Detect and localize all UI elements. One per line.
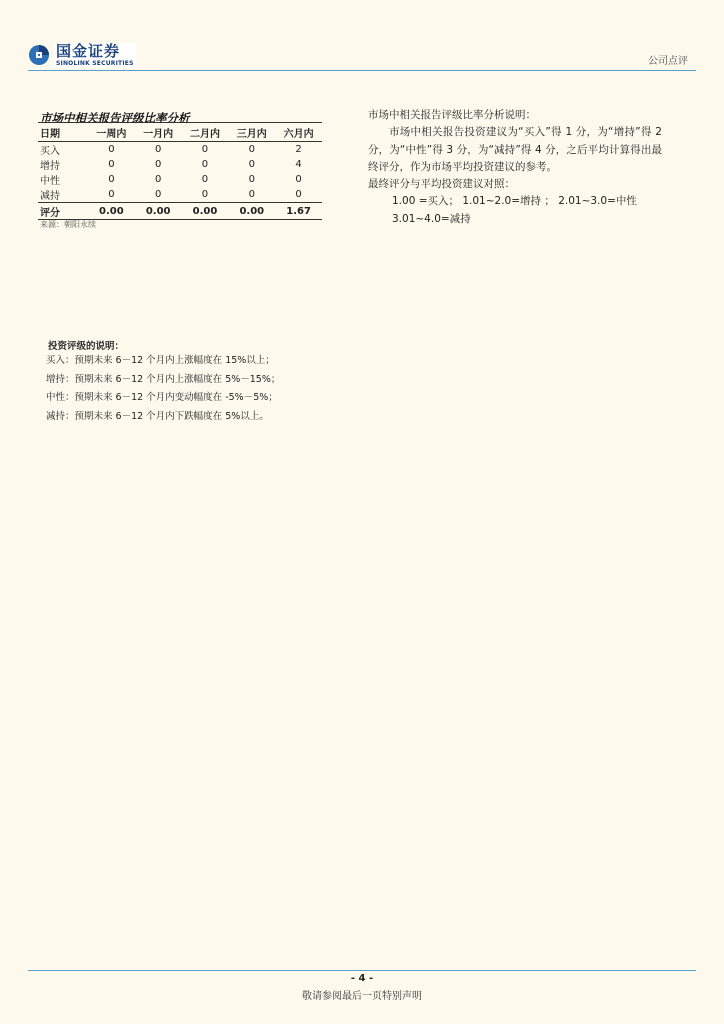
table-cell: 0 bbox=[155, 159, 162, 170]
table-cell: 0 bbox=[108, 174, 115, 185]
document-type-label: 公司点评 bbox=[648, 56, 688, 67]
column-header-date: 日期 bbox=[38, 123, 88, 142]
table-cell: 0 bbox=[201, 159, 209, 170]
explanation-heading: 市场中相关报告评级比率分析说明： bbox=[368, 109, 536, 121]
definition-overweight: 增持：预期未来 6－12 个月内上涨幅度在 5%－15%； bbox=[46, 373, 281, 385]
table-cell: 0 bbox=[201, 189, 209, 200]
table-cell: 0 bbox=[108, 159, 115, 170]
row-label: 买入 bbox=[40, 146, 60, 157]
page-number: - 4 - bbox=[350, 973, 374, 984]
table-cell: 0 bbox=[108, 144, 115, 155]
table-cell: 0 bbox=[248, 144, 255, 155]
table-row-neutral bbox=[38, 172, 322, 187]
rating-definitions-list bbox=[46, 352, 280, 426]
table-row-buy bbox=[38, 142, 322, 158]
rating-explanation bbox=[368, 107, 662, 228]
logo-english-name: SINOLINK SECURITIES bbox=[56, 60, 134, 67]
row-label: 增持 bbox=[40, 161, 60, 172]
column-header-2month: 二月内 bbox=[182, 123, 229, 142]
table-cell: 0 bbox=[248, 159, 255, 170]
table-row-score bbox=[38, 203, 322, 220]
mapping-heading: 最终评分与平均投资建议对照： bbox=[368, 178, 515, 191]
table-cell: 4 bbox=[295, 159, 302, 170]
sinolink-logo-icon bbox=[28, 44, 50, 66]
table-row-overweight bbox=[38, 157, 322, 172]
explanation-body: 市场中相关报告投资建议为“买入”得 1 分，为“增持”得 2 分，为“中性”得 3 分，为“减持”得 4 分，之后平均计算得出最终评分，作为市场平均投资建议的参考。 bbox=[368, 126, 662, 173]
rating-ratio-table bbox=[38, 122, 322, 220]
row-label: 中性 bbox=[40, 176, 60, 187]
table-cell: 0 bbox=[248, 174, 255, 185]
score-cell: 0.00 bbox=[135, 203, 182, 220]
score-cell: 1.67 bbox=[275, 203, 322, 220]
table-cell: 2 bbox=[295, 144, 302, 155]
definition-neutral: 中性：预期未来 6－12 个月内变动幅度在 -5%－5%； bbox=[46, 392, 278, 403]
company-logo bbox=[28, 43, 136, 67]
column-header-3month: 三月内 bbox=[228, 123, 275, 142]
table-header-row bbox=[38, 123, 322, 142]
header-divider bbox=[28, 70, 696, 71]
disclaimer-link: 敬请参阅最后一页特别声明 bbox=[302, 991, 422, 1002]
logo-chinese-name: 国金证券 bbox=[56, 42, 121, 60]
mapping-line-2: 3.01~4.0=减持 bbox=[392, 212, 471, 225]
table-cell: 0 bbox=[201, 144, 209, 155]
table-source-note: 来源：朝阳永续 bbox=[40, 220, 96, 229]
footer-divider bbox=[28, 970, 696, 971]
row-label: 评分 bbox=[38, 203, 88, 220]
table-cell: 0 bbox=[201, 174, 209, 185]
rating-definitions-title: 投资评级的说明： bbox=[48, 341, 125, 352]
score-cell: 0.00 bbox=[88, 203, 135, 220]
mapping-line-1: 1.00 =买入； 1.01~2.0=增持 ； 2.01~3.0=中性 bbox=[392, 195, 637, 208]
score-cell: 0.00 bbox=[182, 203, 229, 220]
table-cell: 0 bbox=[248, 189, 255, 200]
logo-wordmark bbox=[54, 43, 136, 67]
column-header-6month: 六月内 bbox=[275, 123, 322, 142]
table-cell: 0 bbox=[155, 174, 162, 185]
table-cell: 0 bbox=[295, 189, 302, 200]
table-cell: 0 bbox=[295, 174, 302, 185]
column-header-1week: 一周内 bbox=[88, 123, 135, 142]
score-cell: 0.00 bbox=[228, 203, 275, 220]
table-cell: 0 bbox=[155, 189, 162, 200]
definition-underweight: 减持：预期未来 6－12 个月内下跌幅度在 5%以上。 bbox=[46, 410, 269, 422]
table-cell: 0 bbox=[108, 189, 115, 200]
table-cell: 0 bbox=[155, 144, 162, 155]
column-header-1month: 一月内 bbox=[135, 123, 182, 142]
definition-buy: 买入：预期未来 6－12 个月内上涨幅度在 15%以上； bbox=[46, 355, 275, 366]
rating-table-title: 市场中相关报告评级比率分析 bbox=[40, 111, 190, 125]
row-label: 减持 bbox=[40, 191, 60, 202]
table-row-underweight bbox=[38, 187, 322, 203]
